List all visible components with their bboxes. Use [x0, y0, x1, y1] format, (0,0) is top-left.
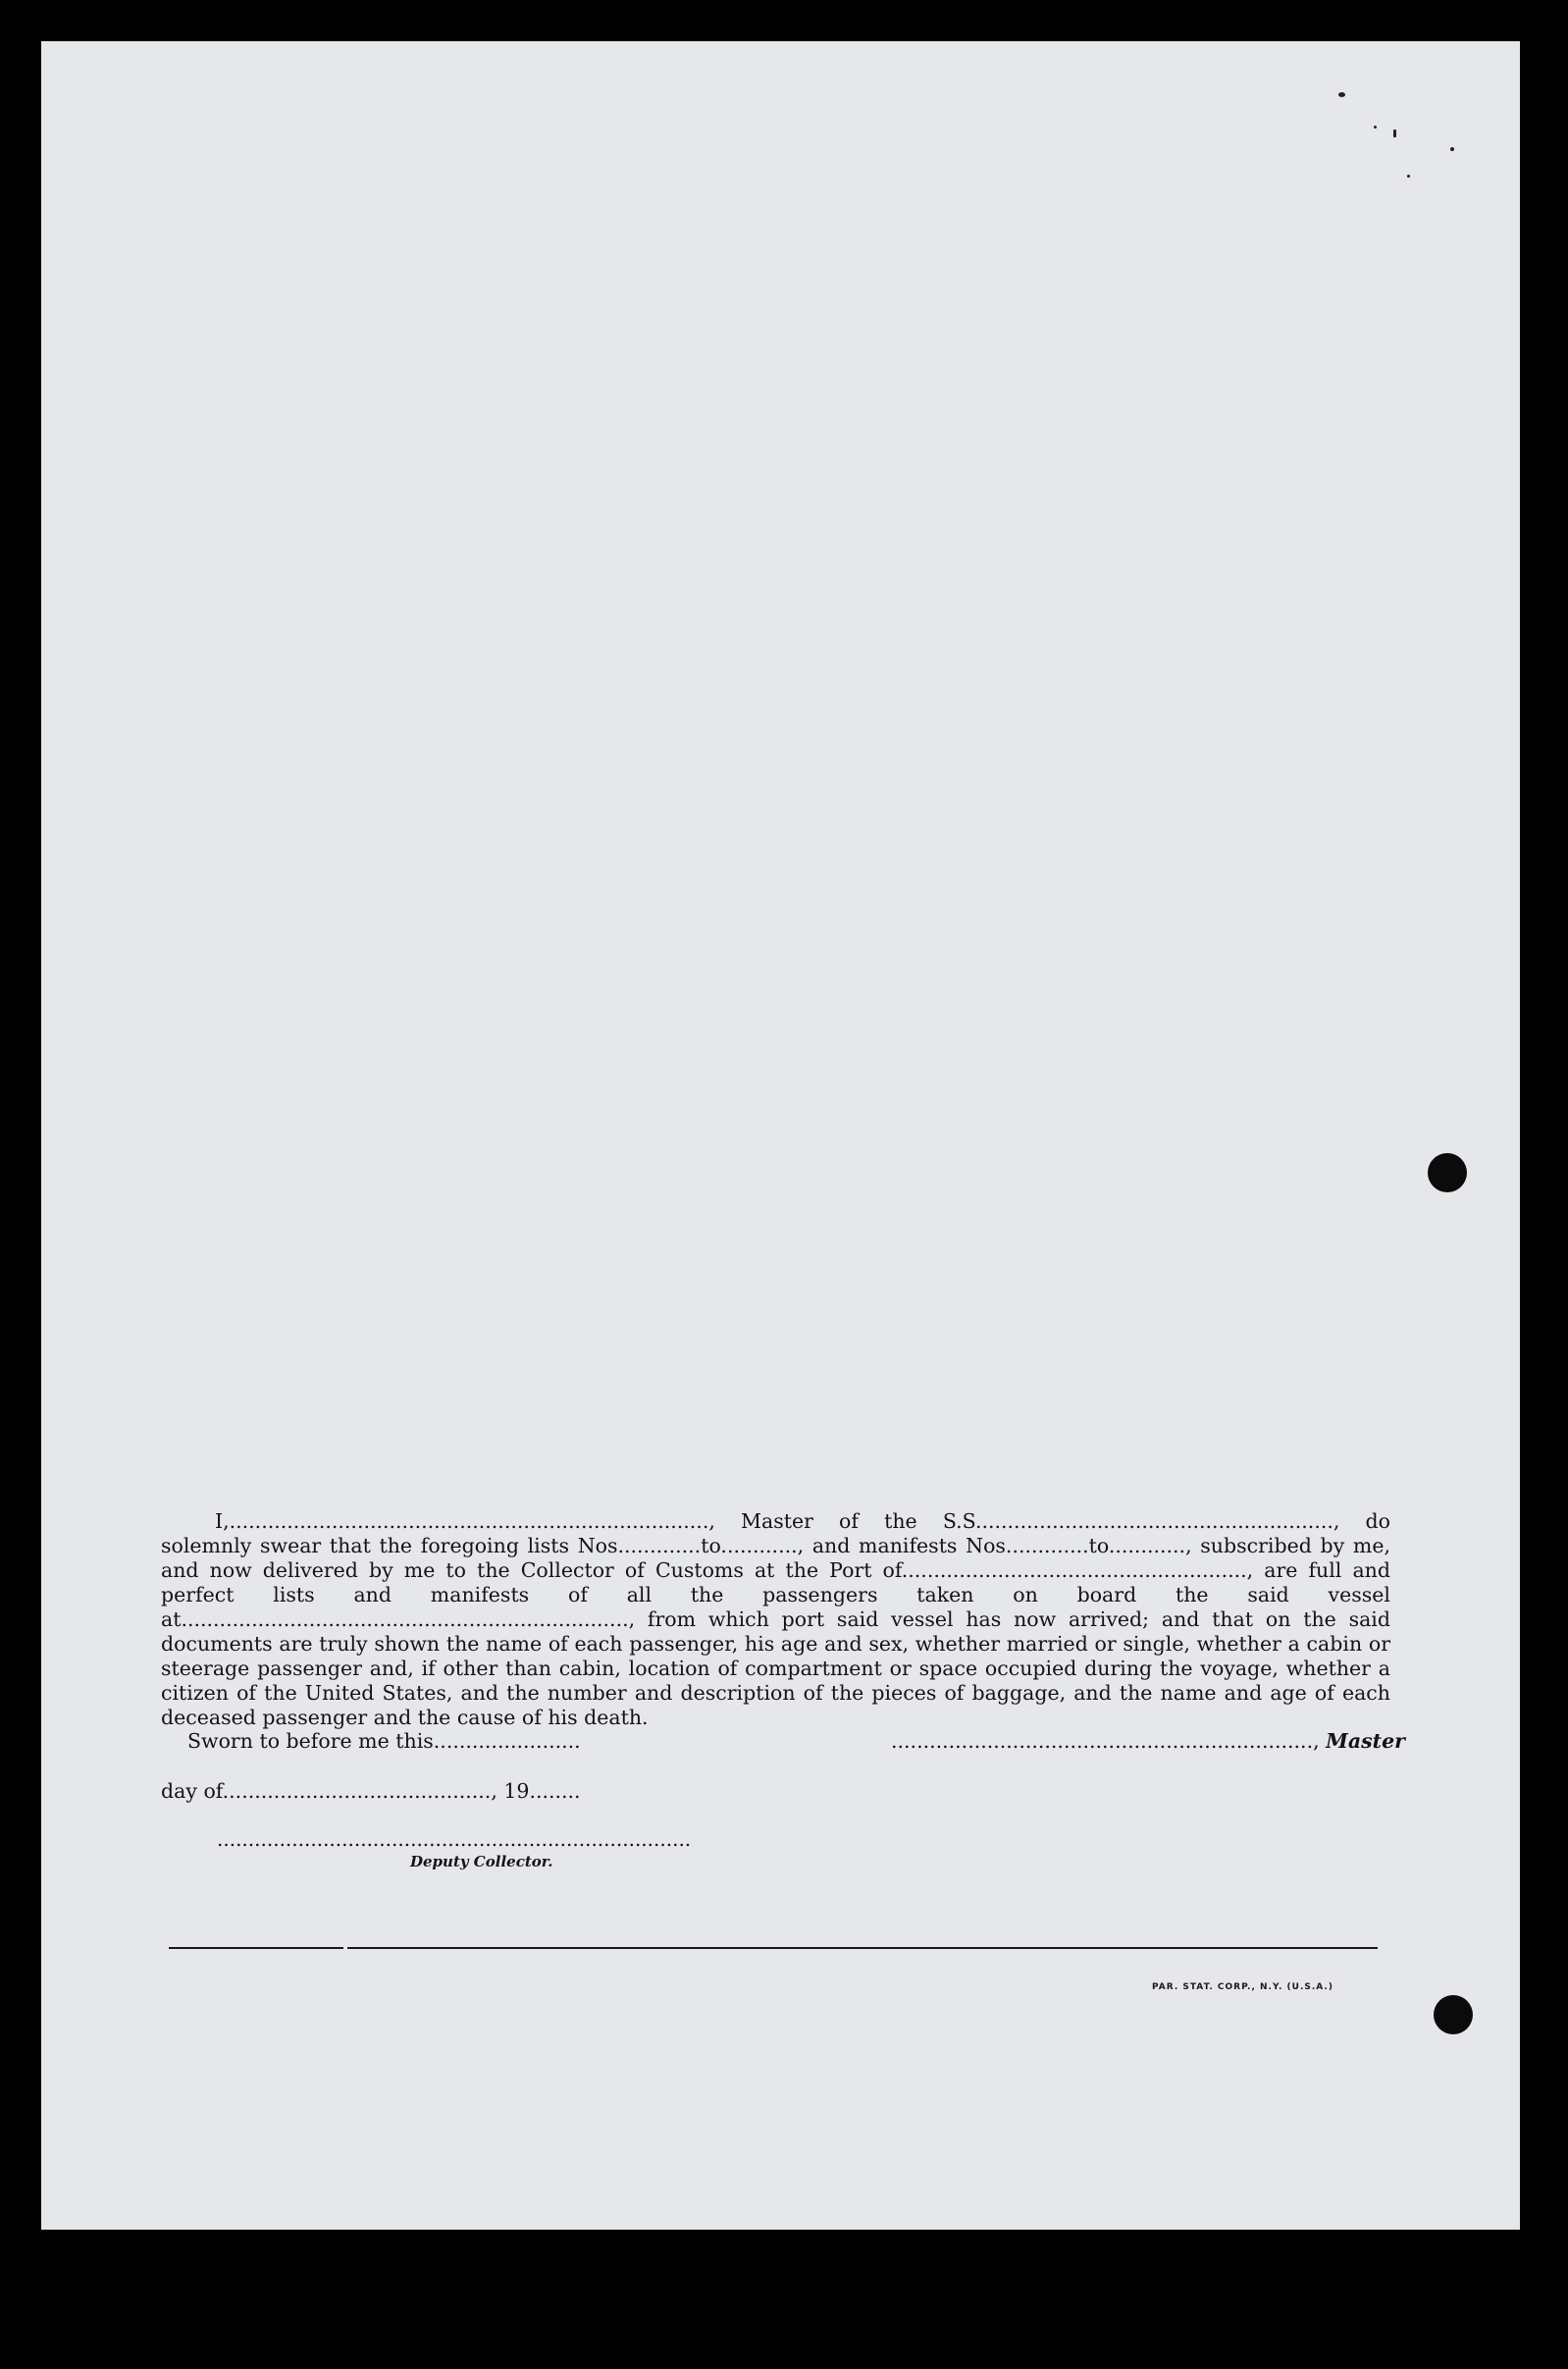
master-signature-line: [891, 1729, 1405, 1753]
day-line: day of.........................................., 19........: [161, 1779, 581, 1803]
punch-hole-upper: [1428, 1153, 1467, 1192]
bottom-rule-short: [169, 1947, 343, 1949]
deputy-signature-line: ............................................................................: [217, 1827, 692, 1851]
document-sheet: [41, 41, 1520, 2230]
master-label: Master: [1326, 1729, 1405, 1753]
sworn-line: Sworn to before me this.......................: [187, 1729, 581, 1753]
oath-paragraph: I,..........................................................................., Master of the S.S........................................................, do solemnly swear that the foregoing lists Nos.............to............, and manifests Nos.............to............, subscribed by me, and now delivered by me to the Collector of Customs at the Port of......................................................, are full and perfect lists and manifests of all the passengers taken on board the said vessel at......................................................................, from which port said vessel has now arrived; and that on the said documents are truly shown the name of each passenger, his age and sex, whether married or single, whether a cabin or steerage passenger and, if other than cabin, location of compartment or space occupied during the voyage, whether a citizen of the United States, and the number and description of the pieces of baggage, and the name and age of each deceased passenger and the cause of his death.: [161, 1509, 1390, 1729]
punch-hole-lower: [1434, 1995, 1473, 2034]
ink-speck: [1393, 130, 1396, 137]
bottom-rule-long: [347, 1947, 1378, 1949]
ink-speck: [1450, 147, 1454, 151]
deputy-collector-label: Deputy Collector.: [410, 1853, 553, 1870]
ink-speck: [1374, 126, 1377, 129]
ink-speck: [1407, 175, 1410, 178]
master-signature-dots: ..................................................................,: [891, 1729, 1327, 1753]
ink-speck: [1338, 92, 1345, 97]
printer-imprint: PAR. STAT. CORP., N.Y. (U.S.A.): [1152, 1982, 1333, 1992]
